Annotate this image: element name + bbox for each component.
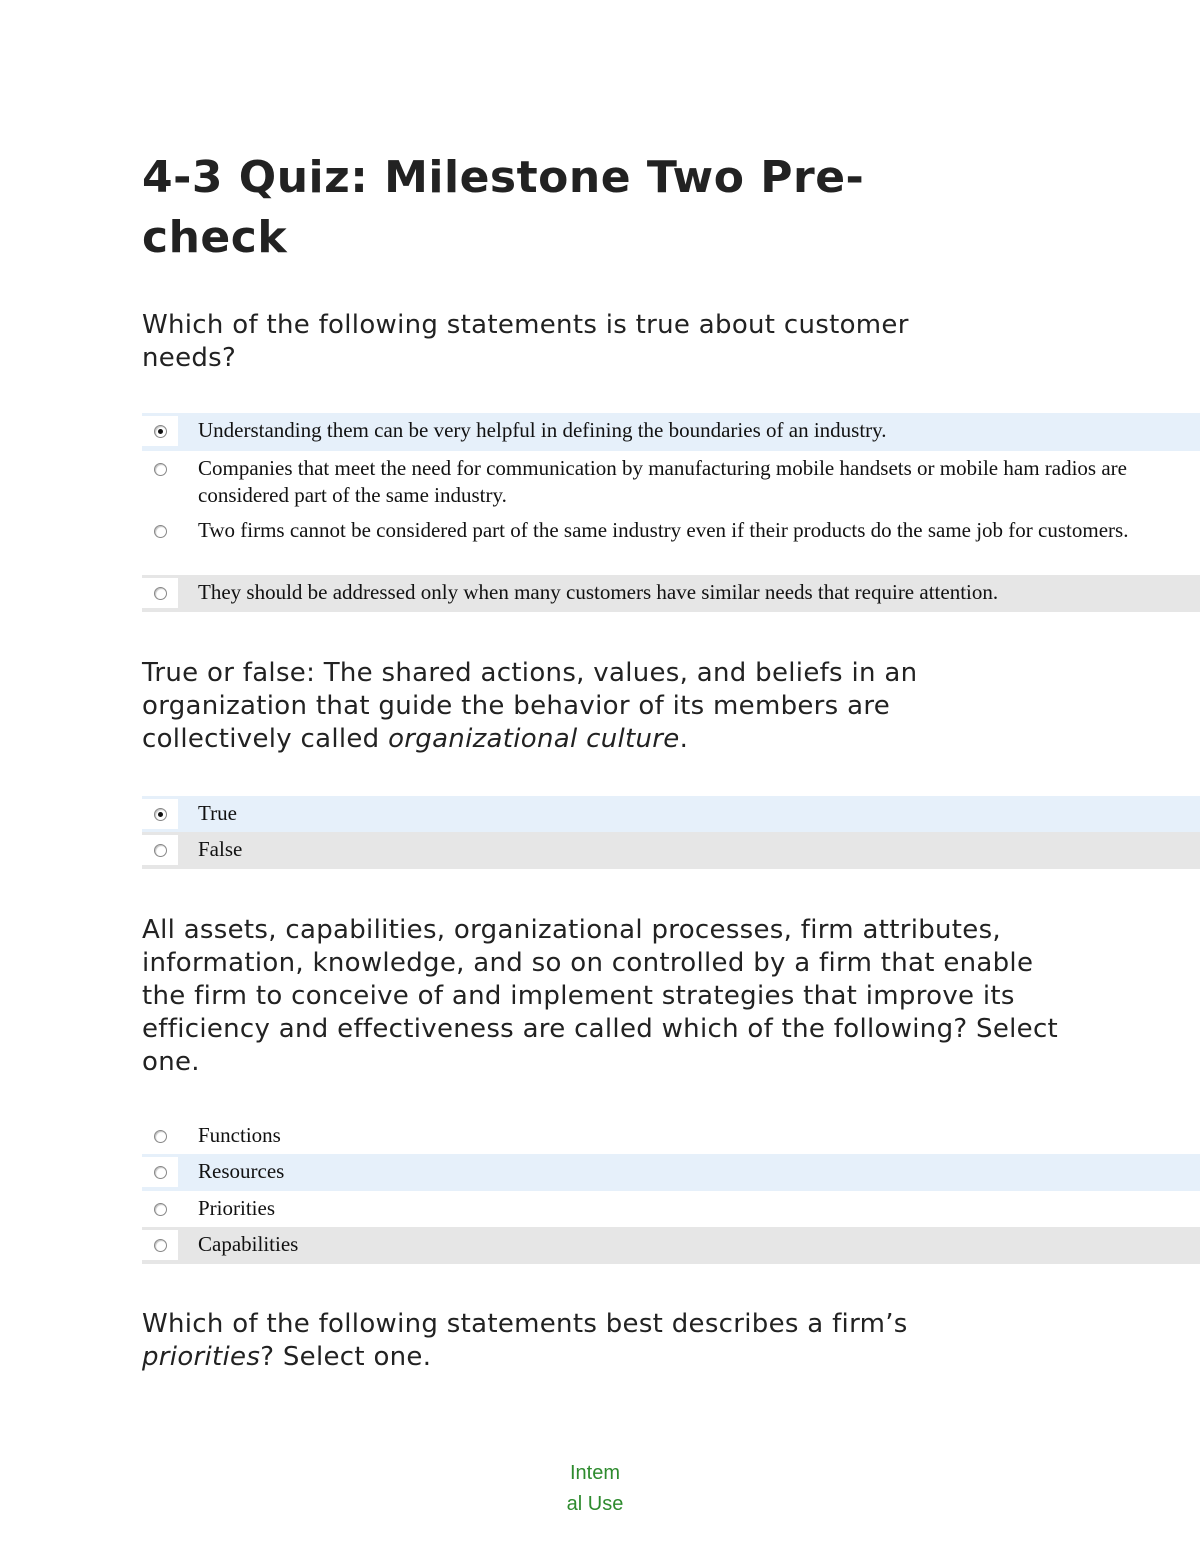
radio-cell (142, 1194, 178, 1224)
radio-button[interactable] (154, 463, 167, 476)
classification-label (0, 1458, 1190, 1520)
question-4-text (142, 1308, 942, 1374)
radio-button[interactable] (154, 1239, 167, 1252)
option-row[interactable] (142, 513, 1200, 575)
question-2-emphasis: organizational culture (388, 724, 680, 754)
option-row[interactable] (142, 832, 1200, 869)
option-row[interactable] (142, 451, 1200, 513)
question-2-text-main: True or false: The shared actions, values, and beliefs in an organization that guide the behavior of its members are collectively called (142, 658, 918, 754)
question-2-text-end: . (679, 724, 689, 754)
radio-button[interactable] (154, 844, 167, 857)
option-label: Understanding them can be very helpful in defining the boundaries of an industry. (198, 418, 887, 442)
option-row[interactable] (142, 1118, 1200, 1154)
radio-cell (142, 1230, 178, 1260)
question-4-emphasis: priorities (142, 1342, 261, 1372)
option-label: False (198, 837, 243, 861)
radio-button[interactable] (154, 1130, 167, 1143)
option-row[interactable] (142, 1191, 1200, 1227)
question-1-options (142, 413, 1200, 612)
option-label: Companies that meet the need for communication by manufacturing mobile handsets or mobile ham radios are considered part of the same industry. (198, 456, 1127, 507)
question-3-text: All assets, capabilities, organizational processes, firm attributes, information, knowledge, and so on controlled by a firm that enable the firm to conceive of and implement strategies that improve its efficiency and effectiveness are called which of the following? Select one. (142, 915, 1059, 1077)
radio-button-selected[interactable] (154, 808, 167, 821)
option-label: True (198, 801, 237, 825)
option-label: Functions (198, 1123, 281, 1147)
option-label: Resources (198, 1159, 285, 1183)
radio-cell (142, 416, 178, 446)
radio-button[interactable] (154, 1166, 167, 1179)
radio-button-selected[interactable] (154, 425, 167, 438)
radio-cell (142, 516, 178, 546)
question-2-options (142, 796, 1200, 869)
radio-button[interactable] (154, 1203, 167, 1216)
classification-line-1: Intem (569, 1462, 621, 1484)
radio-button[interactable] (154, 525, 167, 538)
radio-cell (142, 1157, 178, 1187)
radio-cell (142, 1121, 178, 1151)
option-label: They should be addressed only when many customers have similar needs that require attention. (198, 580, 999, 604)
question-3-options (142, 1118, 1200, 1264)
option-label: Priorities (198, 1196, 275, 1220)
radio-cell (142, 578, 178, 608)
option-row[interactable] (142, 1227, 1200, 1264)
page-title: 4-3 Quiz: Milestone Two Pre-check (142, 152, 865, 263)
radio-button[interactable] (154, 587, 167, 600)
option-label: Two firms cannot be considered part of the same industry even if their products do the same job for customers. (198, 518, 1129, 542)
question-2-text (142, 657, 1022, 756)
question-4-text-end: ? Select one. (260, 1342, 432, 1372)
radio-cell (142, 454, 178, 484)
radio-cell (142, 835, 178, 865)
option-row[interactable] (142, 1154, 1200, 1191)
question-1-text: Which of the following statements is true about customer needs? (142, 310, 909, 373)
radio-cell (142, 799, 178, 829)
option-row[interactable] (142, 413, 1200, 451)
option-label: Capabilities (198, 1232, 299, 1256)
option-row[interactable] (142, 796, 1200, 832)
option-row[interactable] (142, 575, 1200, 612)
classification-line-2: al Use (566, 1493, 624, 1515)
question-4-text-main: Which of the following statements best describes a firm’s (142, 1309, 908, 1339)
